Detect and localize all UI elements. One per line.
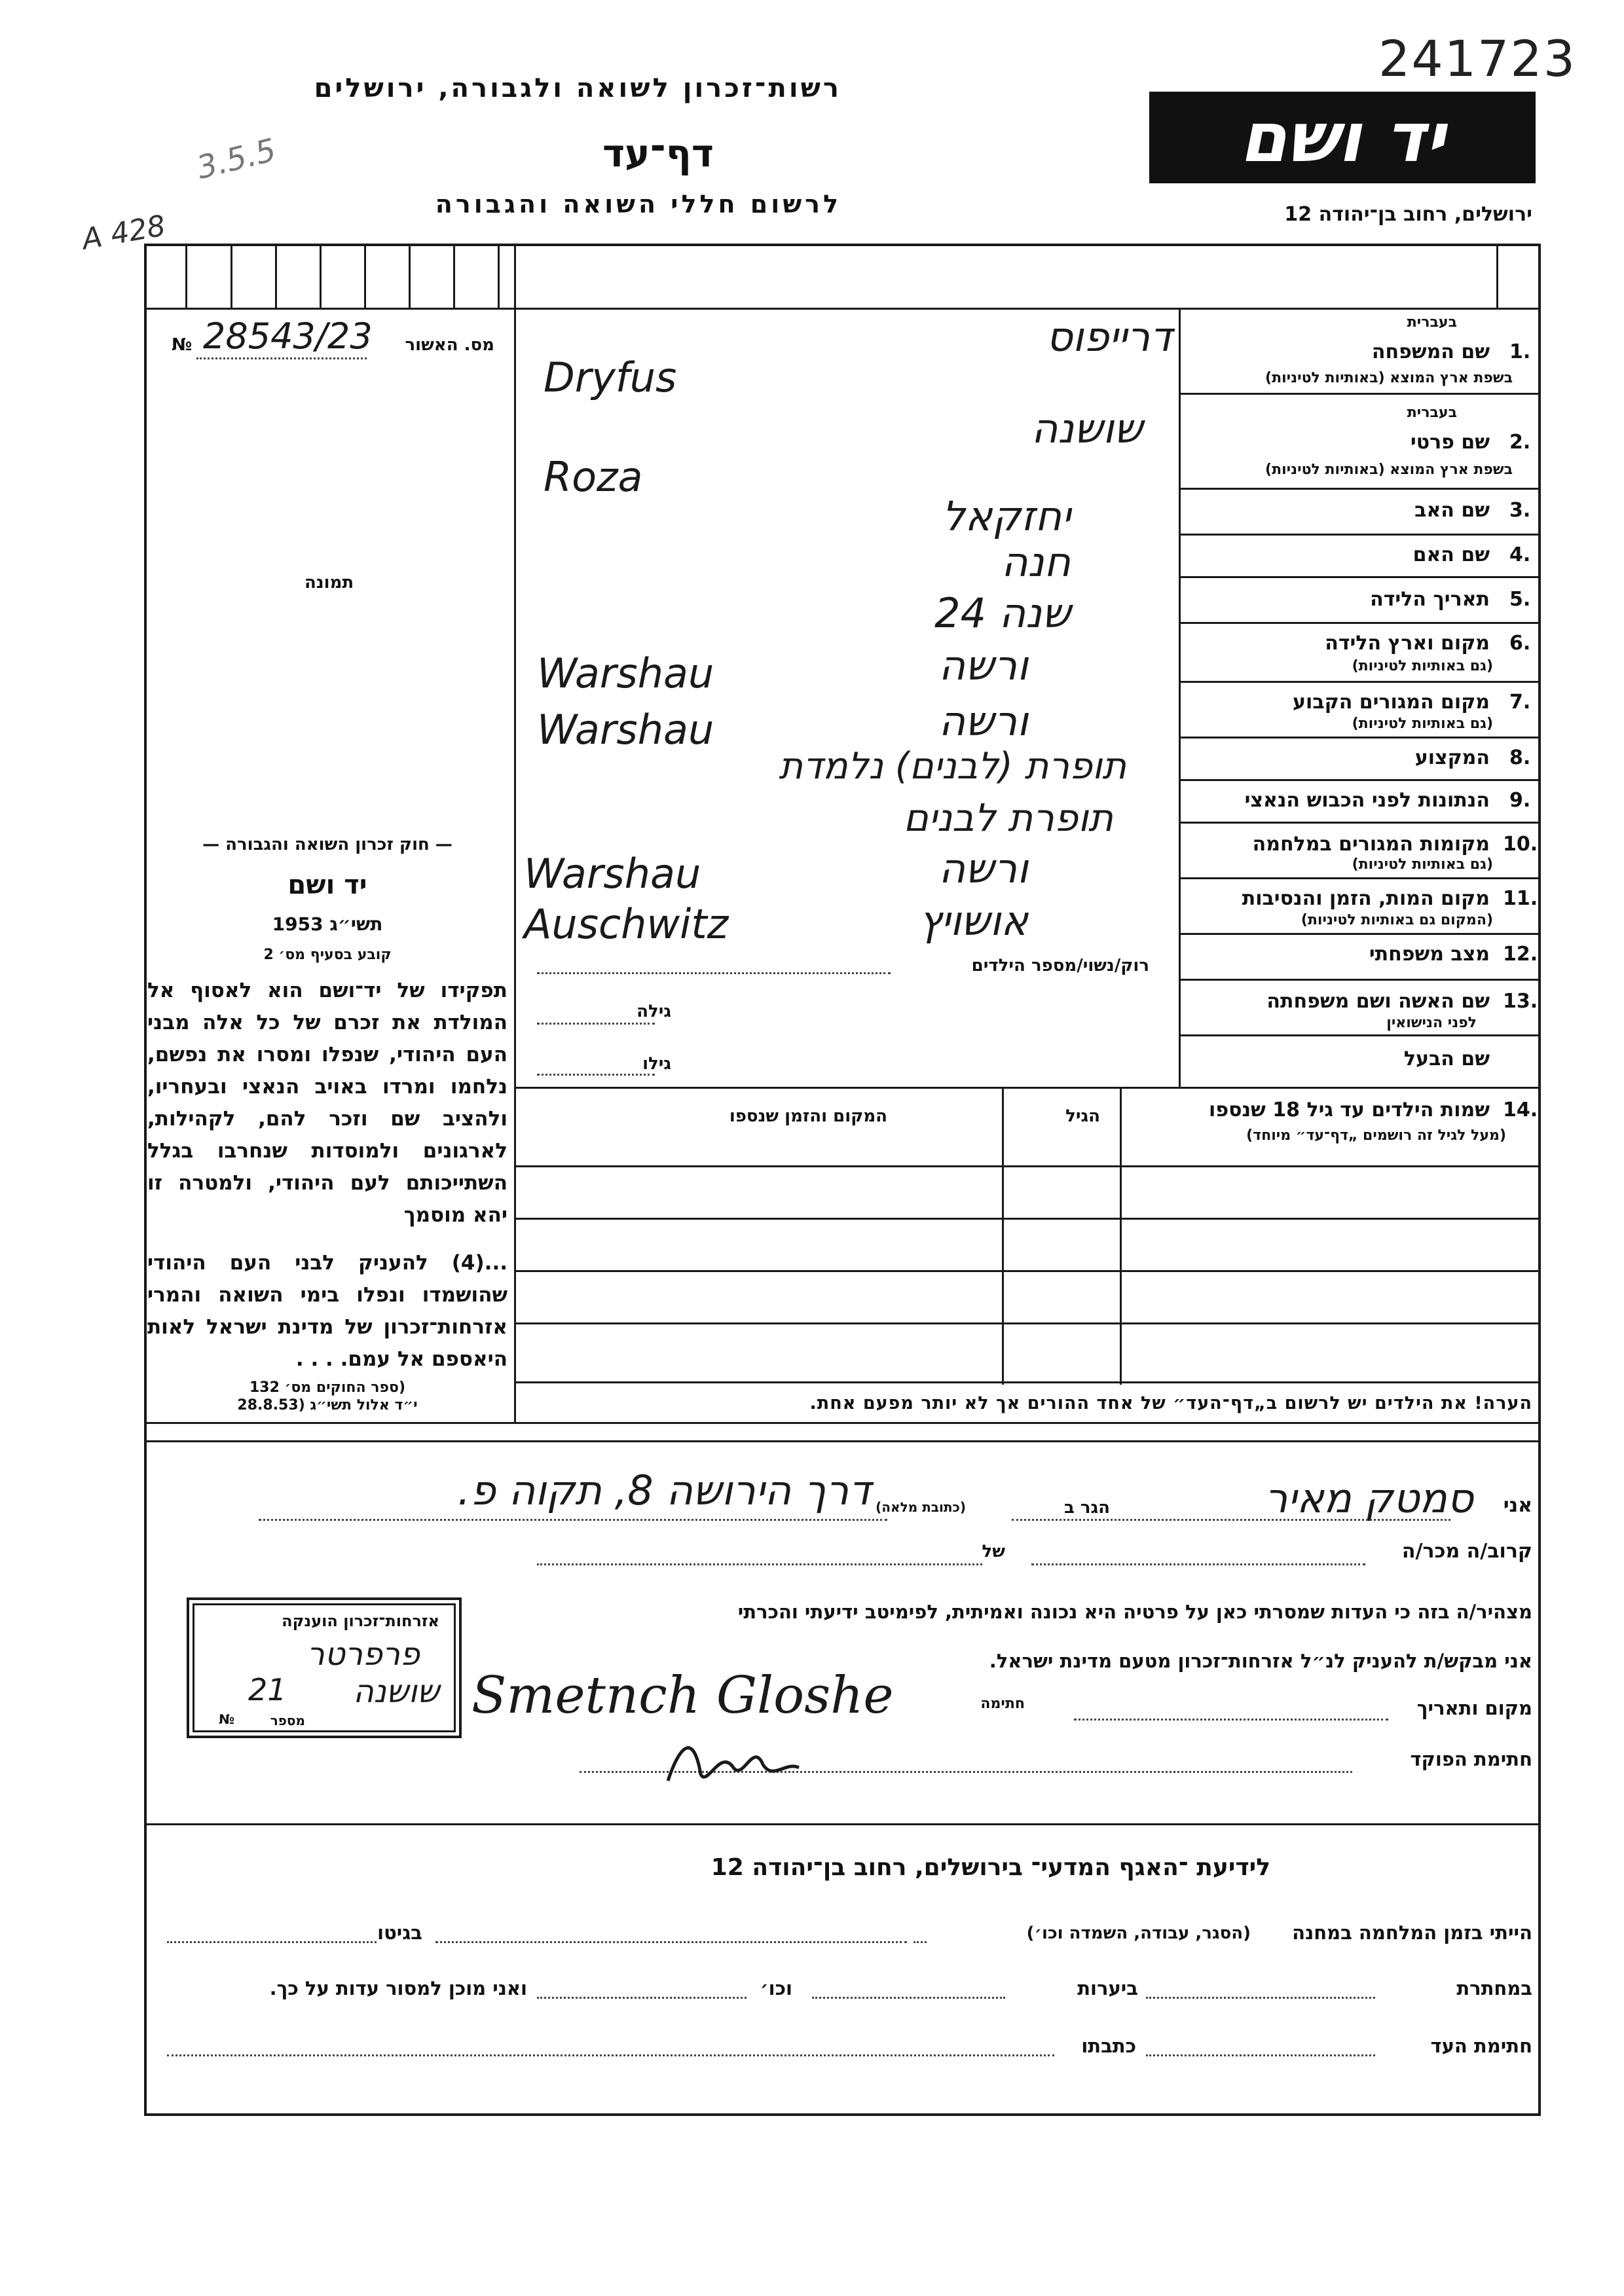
profession-value: תופרת (לבנים) נלמדת — [779, 745, 1126, 788]
science-line2d: ואני מוכן למסור עדות על כך. — [269, 1977, 527, 1999]
field-11-label: מקום המות, הזמן והנסיבות — [1242, 887, 1490, 910]
citizenship-stamp — [187, 1597, 462, 1738]
field-1-label: שם המשפחה — [1371, 340, 1490, 363]
law-paragraph-2: ...(4) להעניק לבני העם היהודי שהושמדו ונפלו בימי השואה והמרי אזרחות־זכרון של מדינת ישראל לאות היאספם אל עמם. . . . — [147, 1251, 507, 1371]
place-date-label: מקום ותאריך — [1416, 1697, 1532, 1719]
father-name-value: יחזקאל — [942, 492, 1071, 540]
residence-hebrew-value: ורשה — [938, 697, 1028, 745]
science-title: לידיעת ־האגף המדעי־ בירושלים, רחוב בן־יהודה 12 — [710, 1854, 1270, 1881]
birth-date-value: שנה 24 — [934, 589, 1071, 637]
field-10-sub: (גם באותיות לטיניות) — [1352, 856, 1493, 873]
law-citation-2: י״ד אלול תשי״ג (28.8.53 — [237, 1397, 418, 1413]
request-text: אני מבקש/ת להעניק לנ״ל אזרחות־זכרון מטעם מדינת ישראל. — [989, 1650, 1532, 1672]
field-2-sub: בשפת ארץ המוצא (באותיות לטיניות) — [1265, 462, 1513, 478]
children-table-bottom — [514, 1381, 1541, 1383]
relation-of-label: של — [982, 1542, 1005, 1561]
law-paragraph-1: תפקידו של יד־ושם הוא לאסוף אל המולדת את זכרם של כל אלה מבני העם היהודי, שנפלו ומסרו את נפשם, נלחמו ומרדו באויב הנאצי ובעחריו, ולהציב שם וזכר להם, לקהילות, לארגונים ולמוסדות שנחרבו בגלל השתייכותם לעם היהודי, ולמטרה זו יהא מוסמך — [147, 979, 507, 1227]
photo-label: תמונה — [304, 573, 354, 592]
science-line3a: חתימת העד — [1430, 2035, 1532, 2057]
left-column-divider — [514, 244, 516, 1422]
signature-label: חתימה — [980, 1696, 1025, 1712]
field-12-label: מצב משפחתי — [1369, 943, 1490, 966]
witness-address: דרך הירושה 8, תקוה פ. — [457, 1467, 871, 1514]
declaration-text: מצהיר/ה בזה כי העדות שמסרתי כאן על פרטיה היא נכונה ואמיתית, לפימיטב ידיעתי והכרתי — [737, 1601, 1532, 1623]
children-sub: (מעל לגיל זה רושמים „דף־עד״ מיוחד) — [1246, 1127, 1506, 1144]
children-label: שמות הילדים עד גיל 18 שנספו — [1209, 1099, 1490, 1121]
first-name-hebrew-value: שושנה — [1031, 405, 1143, 452]
mother-name-value: חנה — [1001, 538, 1071, 586]
war-residence-hebrew-value: ורשה — [938, 845, 1028, 892]
law-year: תשי״ג 1953 — [272, 913, 383, 935]
yad-vashem-logo: יד ושם — [1149, 92, 1536, 183]
field-3-label: שם האב — [1414, 499, 1490, 522]
science-line1c: בגיטו — [377, 1922, 422, 1944]
page-subtitle: לרשום חללי השואה והגבורה — [435, 190, 841, 219]
science-divider — [144, 1823, 1541, 1825]
law-heading: — חוק זכרון השואה והגבורה — — [202, 835, 452, 854]
field-8-number: 8. — [1509, 746, 1531, 769]
approval-label: מס. האשור — [405, 335, 494, 355]
page-title: דף־עד — [602, 131, 714, 175]
surname-latin-value: Dryfus — [544, 354, 677, 401]
field-13-sub: לפני הנישואין — [1386, 1015, 1477, 1031]
stamp-number: 21 — [248, 1672, 287, 1707]
witness-resides-label: הגר ב — [1063, 1498, 1110, 1518]
field-10-number: 10. — [1503, 833, 1538, 856]
margin-note: A 428 — [79, 209, 168, 257]
stamp-number-label: מספר — [270, 1713, 305, 1728]
field-13-number: 13. — [1503, 990, 1538, 1013]
science-line1a: הייתי בזמן המלחמה במחנה — [1292, 1922, 1532, 1944]
witness-name: סמטק מאיר — [1264, 1474, 1473, 1522]
stamp-no-sign: № — [219, 1711, 235, 1727]
science-line2b: ביערות — [1077, 1977, 1138, 1999]
relation-label: קרוב/ה מכר/ה — [1401, 1540, 1532, 1563]
label-column-divider — [1179, 308, 1181, 1087]
approval-no-sign: № — [172, 335, 193, 355]
husband-name-label: גילו — [642, 1054, 671, 1074]
officer-signature-mark — [661, 1728, 832, 1794]
field-9-label: הנתונות לפני הכבוש הנאצי — [1244, 789, 1490, 812]
officer-signature-label: חתימת הפוקד — [1410, 1748, 1532, 1770]
marital-status-options: רוק/נשוי/מספר הילדים — [971, 956, 1149, 975]
field-2-hebrew-tag: בעברית — [1407, 405, 1457, 421]
stamp-notes: 3.5.5 — [193, 132, 280, 187]
field-1-hebrew-tag: בעברית — [1407, 314, 1457, 331]
field-7-number: 7. — [1509, 691, 1531, 714]
note-text: הערה! את הילדים יש לרשום ב„דף־העד״ של אחד ההורים אך לא יותר מפעם אחת. — [809, 1393, 1532, 1413]
war-residence-latin-value: Warshau — [524, 850, 701, 898]
science-line3b: כתבתו — [1081, 2035, 1136, 2057]
surname-hebrew-value: דרייפוס — [1046, 313, 1172, 361]
field-9-number: 9. — [1509, 789, 1531, 812]
field-1-sub: בשפת ארץ המוצא (באותיות לטיניות) — [1265, 370, 1513, 386]
officer-signature-svg — [661, 1728, 832, 1794]
law-name: יד ושם — [287, 870, 367, 900]
birth-place-hebrew-value: ורשה — [938, 642, 1028, 689]
field-3-number: 3. — [1509, 499, 1531, 522]
law-sidebar — [147, 835, 507, 1413]
stamp-name: שושנה — [353, 1673, 439, 1710]
field-7-label: מקום המגורים הקבוע — [1293, 691, 1490, 714]
field-14-number: 14. — [1503, 1099, 1538, 1121]
field-5-number: 5. — [1509, 588, 1531, 611]
field-4-label: שם האם — [1412, 543, 1490, 566]
field-6-sub: (גם באותיות לטיניות) — [1352, 658, 1493, 674]
field-11-sub: (המקום גם באותיות לטיניות) — [1301, 912, 1493, 928]
field-12-number: 12. — [1503, 943, 1538, 966]
witness-ani: אני — [1503, 1494, 1532, 1517]
children-table-top — [514, 1087, 1541, 1089]
witness-address-hint: (כתובת מלאה) — [876, 1499, 966, 1515]
field-13-label: שם האשה ושם משפחתה — [1266, 990, 1490, 1013]
husband-label: שם הבעל — [1403, 1048, 1490, 1070]
residence-latin-value: Warshau — [537, 706, 714, 754]
field-2-label: שם פרטי — [1410, 431, 1490, 454]
approval-number: 28543/23 — [203, 316, 373, 357]
children-age-column: הגיל — [1065, 1106, 1100, 1126]
science-line1b: (הסגר, עבודה, השמדה וכו׳) — [1026, 1923, 1251, 1943]
pre-occupation-value: תופרת לבנים — [903, 795, 1113, 840]
wife-name-label: גילה — [637, 1002, 671, 1021]
field-4-number: 4. — [1509, 543, 1531, 566]
field-7-sub: (גם באותיות לטיניות) — [1352, 716, 1493, 732]
stamp-value: פרפרטר — [306, 1636, 420, 1673]
authority-heading: רשות־זכרון לשואה ולגבורה, ירושלים — [314, 73, 841, 103]
death-place-hebrew-value: אושויץ — [919, 897, 1028, 945]
first-name-latin-value: Roza — [544, 453, 643, 501]
children-place-column: המקום והזמן שנספו — [729, 1106, 887, 1126]
law-citation-1: (ספר החוקים מס׳ 132 — [249, 1379, 406, 1396]
archive-number: 241723 — [1378, 29, 1577, 88]
birth-place-latin-value: Warshau — [537, 649, 714, 697]
field-6-number: 6. — [1509, 632, 1531, 655]
science-line2a: במחתרת — [1456, 1977, 1532, 1999]
witness-signature: Smetnch Gloshe — [471, 1666, 894, 1725]
science-line2c: וכו׳ — [760, 1977, 792, 1999]
stamp-title: אזרחות־זכרון הוענקה — [282, 1612, 439, 1630]
top-row-line — [144, 308, 1541, 310]
field-6-label: מקום וארץ הלידה — [1325, 632, 1490, 655]
death-place-latin-value: Auschwitz — [524, 900, 729, 948]
header-address: ירושלים, רחוב בן־יהודה 12 — [1284, 203, 1532, 226]
field-2-number: 2. — [1509, 431, 1531, 454]
law-section: קובע בסעיף מס׳ 2 — [263, 947, 392, 963]
field-5-label: תאריך הלידה — [1370, 588, 1490, 611]
field-11-number: 11. — [1503, 887, 1538, 910]
field-8-label: המקצוע — [1414, 746, 1490, 769]
field-10-label: מקומות המגורים במלחמה — [1252, 833, 1490, 856]
field-1-number: 1. — [1509, 340, 1531, 363]
